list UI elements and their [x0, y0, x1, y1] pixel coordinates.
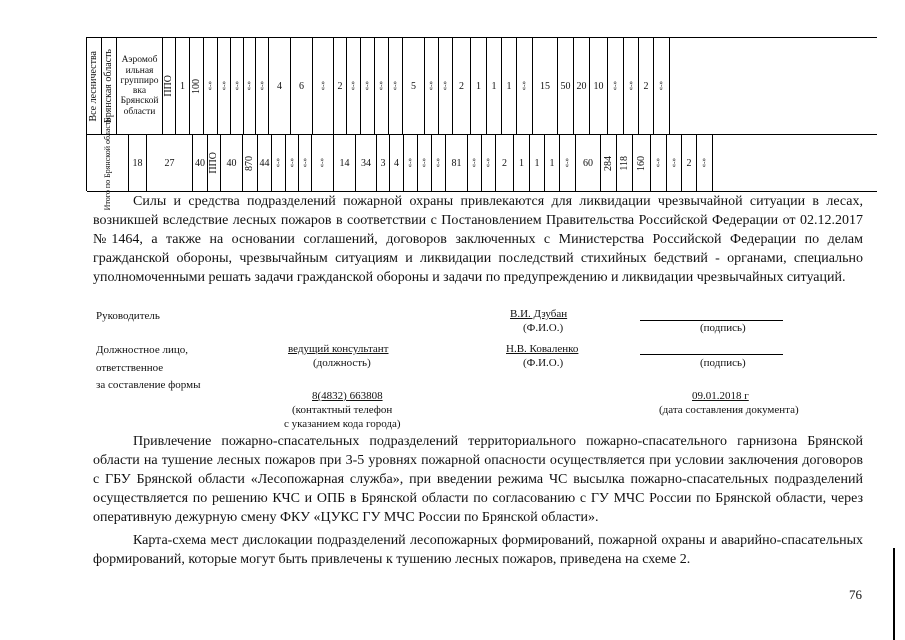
table-cell-text: 2 [643, 80, 649, 92]
table-cell-text: «-» [363, 81, 371, 91]
table-cell [256, 38, 269, 134]
table-cell-text: 1 [180, 80, 185, 92]
table-cell-text: 2 [502, 157, 507, 169]
table-cell [312, 135, 334, 191]
table-cell [375, 38, 389, 134]
table-cell [129, 135, 147, 191]
table-cell [193, 135, 208, 191]
fio-caption-1: (Ф.И.О.) [523, 322, 564, 334]
table-cell [590, 38, 608, 134]
table-cell-text: «-» [391, 81, 399, 91]
table-cell [403, 38, 425, 134]
paragraph-involvement: Привлечение пожарно-спасательных подразделений территориального пожарно-спасательного гарнизона Брянской области на тушение лесных пожаров при 3-5 уровнях пожарной опасности осуществляется при условии заключения договоров с ГБУ Брянской области «Лесопожарная служба», при введении режима ЧС высылка пожарно-спасательных подразделений осуществляется по решению КЧС и ОПБ в Брянской области по согласованию с ГУ МЧС России по Брянской области, через оперативную дежурную смену ФКУ «ЦУКС ГУ МЧС России по Брянской области». [93, 434, 863, 525]
table-cell-text: 34 [361, 157, 371, 169]
table-cell-text: Все лесничества [88, 50, 99, 122]
table-cell-text: «-» [669, 158, 678, 168]
table-cell-text: 15 [540, 80, 550, 92]
table-cell-text: 50 [560, 80, 571, 92]
table-cell [514, 135, 530, 191]
table-cell [313, 38, 334, 134]
table-cell [418, 135, 432, 191]
table-cell [334, 38, 347, 134]
table-cell [377, 135, 390, 191]
table-cell [639, 38, 654, 134]
table-cell-text: Итого по Брянской области: [102, 115, 112, 211]
table-cell-text: «-» [520, 81, 528, 91]
table-cell [432, 135, 446, 191]
table-cell-text: 10 [593, 80, 604, 92]
table-cell-text: 870 [244, 155, 255, 171]
signature-caption-2: (подпись) [700, 357, 746, 369]
table-cell [244, 38, 256, 134]
table-cell [347, 38, 361, 134]
table-cell-text: «-» [563, 158, 571, 168]
table-cell-text: 3 [380, 157, 386, 169]
table-cell [176, 38, 190, 134]
table-cell [258, 135, 272, 191]
table-cell-text: «-» [206, 81, 214, 91]
table-cell [654, 38, 670, 134]
table-cell [390, 135, 404, 191]
table-cell [218, 38, 231, 134]
table-cell-text: 6 [299, 80, 304, 92]
table-cell-text: «-» [349, 81, 357, 91]
table-cell-text: 14 [339, 157, 350, 169]
table-cell [560, 135, 576, 191]
table-cell [487, 38, 502, 134]
scan-edge-line [893, 548, 895, 640]
page-number: 76 [849, 587, 862, 602]
head-name: В.И. Дзубан [510, 308, 568, 320]
table-cell [482, 135, 496, 191]
responsible-label-2: ответственное [96, 362, 164, 374]
table-cell-text: «-» [420, 158, 428, 168]
phone-value: 8(4832) 663808 [312, 390, 383, 402]
table-cell-text: 1 [519, 157, 524, 169]
table-cell [208, 135, 221, 191]
table-cell-text: 2 [686, 157, 692, 169]
table-cell [87, 38, 102, 134]
table-cell [453, 38, 471, 134]
table-cell-text: «-» [219, 81, 228, 91]
table-cell [286, 135, 299, 191]
table-cell-text: 2 [459, 80, 464, 92]
table-cell-text: ППО [163, 75, 174, 97]
table-cell [446, 135, 468, 191]
table-cell-text: 40 [195, 157, 205, 169]
table-cell-text: 1 [476, 80, 481, 92]
table-cell-text: «-» [287, 158, 296, 168]
table-row-bryansk-total [87, 115, 877, 211]
table-row-aeromobile-group [87, 38, 877, 135]
table-cell-text: 81 [451, 157, 462, 169]
table-cell-text: «-» [657, 81, 665, 91]
table-cell-text: ППО [208, 152, 219, 174]
table-cell [574, 38, 590, 134]
table-cell-text: «-» [274, 158, 282, 168]
table-cell [682, 135, 697, 191]
table-cell [608, 38, 624, 134]
table-cell [356, 135, 377, 191]
table-cell-text: «-» [626, 81, 635, 91]
date-caption: (дата составления документа) [659, 404, 799, 416]
table-cell [617, 135, 633, 191]
table-cell-text: «-» [245, 81, 253, 91]
position-value: ведущий консультант [288, 343, 389, 355]
table-cell-text: «-» [700, 158, 708, 168]
table-cell-text: 20 [576, 80, 587, 92]
head-label: Руководитель [96, 310, 160, 322]
table-cell [545, 135, 560, 191]
table-cell-text: «-» [377, 81, 385, 91]
position-caption: (должность) [313, 357, 371, 369]
table-cell-text: 18 [132, 157, 143, 169]
table-cell-text: «-» [318, 81, 327, 91]
table-cell [147, 135, 193, 191]
table-cell [468, 135, 482, 191]
responsible-label-1: Должностное лицо, [96, 344, 188, 356]
table-cell-text: 44 [259, 157, 270, 169]
table-cell-text: «-» [654, 158, 662, 168]
table-cell-text: «-» [257, 81, 266, 91]
summary-table [86, 37, 877, 211]
fio-caption-2: (Ф.И.О.) [523, 357, 564, 369]
signature-caption-1: (подпись) [700, 322, 746, 334]
table-cell [404, 135, 418, 191]
table-cell [389, 38, 403, 134]
table-cell [299, 135, 312, 191]
table-cell-text: 160 [635, 155, 647, 171]
table-cell [269, 38, 291, 134]
table-cell-text: «-» [318, 158, 326, 168]
table-cell-text: Аэромоб ильная группиро вка Брянской области [120, 55, 159, 117]
table-cell-text: «-» [484, 158, 492, 168]
table-cell-text: 5 [411, 80, 416, 92]
table-cell [624, 38, 639, 134]
table-cell [243, 135, 258, 191]
table-cell-text: «-» [427, 81, 435, 91]
table-cell-text: 1 [506, 80, 512, 92]
table-cell [190, 38, 204, 134]
table-cell [697, 135, 713, 191]
signature-line-1 [640, 320, 783, 321]
paragraph-map: Карта-схема мест дислокации подразделений лесопожарных формирований, пожарной охраны и аварийно-спасательных формирований, которые могут быть привлечены к тушению лесных пожаров, приведена на схеме 2. [93, 533, 863, 567]
table-cell-text: «-» [406, 158, 414, 168]
table-cell-text: 1 [549, 157, 555, 169]
table-cell [425, 38, 439, 134]
table-cell-text: 40 [226, 157, 237, 169]
table-cell [651, 135, 667, 191]
table-cell [530, 135, 545, 191]
table-cell-text: 60 [583, 157, 593, 169]
signature-line-2 [640, 354, 783, 355]
table-cell-text: «-» [434, 158, 442, 168]
table-cell [231, 38, 244, 134]
table-cell [517, 38, 533, 134]
table-cell-text: «-» [611, 81, 619, 91]
table-cell-text: 100 [190, 78, 202, 94]
table-cell [533, 38, 558, 134]
table-cell [87, 115, 129, 211]
table-cell-text: 27 [164, 157, 175, 169]
table-cell [667, 135, 682, 191]
table-cell [204, 38, 218, 134]
responsible-name: Н.В. Коваленко [506, 343, 579, 355]
table-cell [496, 135, 514, 191]
table-cell-text: «-» [232, 81, 241, 91]
table-cell-text: «-» [300, 158, 309, 168]
table-cell [291, 38, 313, 134]
table-cell-text: 2 [337, 80, 343, 92]
table-cell [117, 38, 163, 134]
table-cell-text: «-» [470, 158, 478, 168]
responsible-label-3: за составление формы [96, 379, 201, 391]
table-cell [163, 38, 176, 134]
table-cell [439, 38, 453, 134]
date-value: 09.01.2018 г [692, 390, 749, 402]
table-cell [471, 38, 487, 134]
table-cell [272, 135, 286, 191]
table-cell-text: 118 [618, 155, 630, 171]
table-cell [601, 135, 617, 191]
table-cell-text: «-» [441, 81, 449, 91]
phone-caption-1: (контактный телефон [292, 404, 393, 416]
table-cell [334, 135, 356, 191]
phone-caption-2: с указанием кода города) [284, 418, 401, 430]
table-cell [633, 135, 651, 191]
table-cell-text: 4 [394, 157, 399, 169]
table-cell-text: 284 [602, 155, 614, 171]
table-cell-text: Брянская область [103, 48, 114, 123]
table-cell-text: 4 [277, 80, 282, 92]
table-cell-text: 1 [534, 157, 540, 169]
table-cell [558, 38, 574, 134]
paragraph-forces: Силы и средства подразделений пожарной охраны привлекаются для ликвидации чрезвычайной ситуации в лесах, возникшей вследствие лесных пожаров в соответствии с Постановлением Правительства Российской Федерации от 02.12.2017 №1464, а также на основании соглашений, договоров заключенных с Министерства Российской Федерации по делам гражданской обороны, чрезвычайным ситуациям и ликвидации последствий стихийных бедствий - органами, специально уполномоченными решать задачи гражданской обороны и задачи по предупреждению и ликвидации чрезвычайных ситуаций. [93, 194, 863, 285]
table-cell [502, 38, 517, 134]
table-cell-text: 1 [491, 80, 497, 92]
table-cell [576, 135, 601, 191]
table-cell [361, 38, 375, 134]
table-cell [221, 135, 243, 191]
